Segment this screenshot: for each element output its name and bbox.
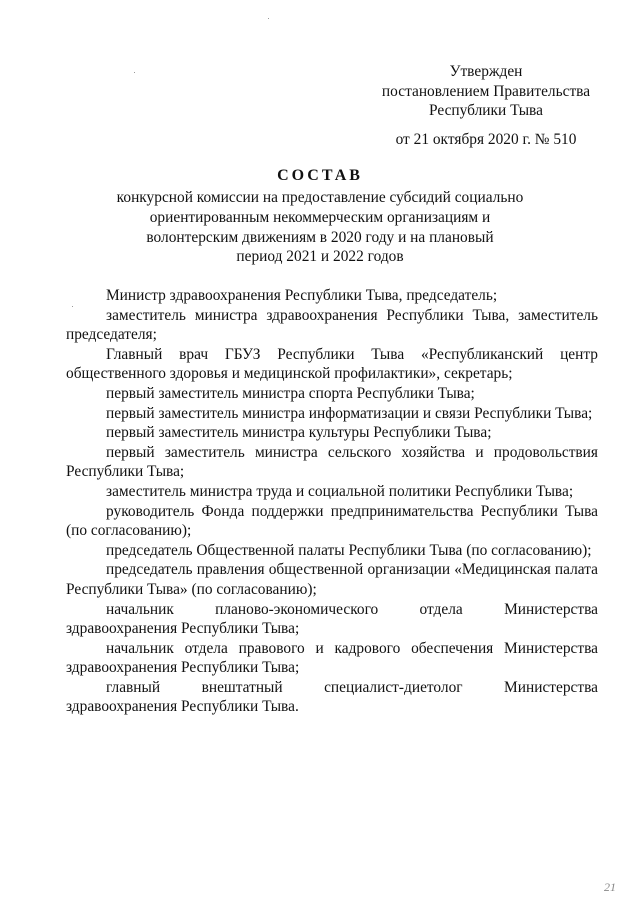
document-subtitle [100, 188, 540, 267]
page-number-mark: 21 [604, 880, 616, 894]
subtitle-line: волонтерским движениям в 2020 году и на плановый [146, 228, 494, 246]
member-item: главный внештатный специалист-диетолог Министерства здравоохранения Республики Тыва. [66, 678, 598, 716]
approval-line: постановлением Правительства [381, 82, 591, 100]
member-item: начальник планово-экономического отдела Министерства здравоохранения Республики Тыва; [66, 600, 598, 638]
member-item: Главный врач ГБУЗ Республики Тыва «Республиканский центр общественного здоровья и медицинской профилактики», секретарь; [66, 345, 598, 383]
approval-date: от 21 октября 2020 г. № 510 [395, 130, 577, 148]
member-item: заместитель министра труда и социальной политики Республики Тыва; [106, 482, 574, 500]
member-item: Министр здравоохранения Республики Тыва, председатель; [106, 287, 498, 304]
member-item: заместитель министра здравоохранения Республики Тыва, заместитель председателя; [66, 306, 598, 344]
approval-line: Республики Тыва [429, 102, 543, 119]
member-item: начальник отдела правового и кадрового обеспечения Министерства здравоохранения Республики Тыва; [66, 639, 598, 677]
subtitle-line: период 2021 и 2022 годов [236, 248, 404, 266]
scan-speck [268, 18, 269, 19]
member-item: первый заместитель министра информатизации и связи Республики Тыва; [106, 404, 593, 422]
member-item: первый заместитель министра культуры Республики Тыва; [106, 424, 492, 442]
subtitle-line: конкурсной комиссии на предоставление субсидий социально [116, 189, 524, 206]
member-item: председатель правления общественной организации «Медицинская палата Республики Тыва» (по согласованию); [66, 561, 598, 598]
scan-speck [134, 72, 135, 73]
approval-block [360, 62, 612, 149]
member-item: руководитель Фонда поддержки предпринимательства Республики Тыва (по согласованию); [66, 502, 598, 540]
document-title: СОСТАВ [277, 167, 363, 184]
member-item: председатель Общественной палаты Республики Тыва (по согласованию); [106, 541, 592, 559]
member-item: первый заместитель министра спорта Республики Тыва; [106, 384, 475, 402]
approval-line: Утвержден [449, 63, 523, 80]
member-item: первый заместитель министра сельского хозяйства и продовольствия Республики Тыва; [66, 443, 598, 481]
commission-members-list [66, 286, 598, 717]
subtitle-line: ориентированным некоммерческим организациям и [149, 208, 491, 226]
